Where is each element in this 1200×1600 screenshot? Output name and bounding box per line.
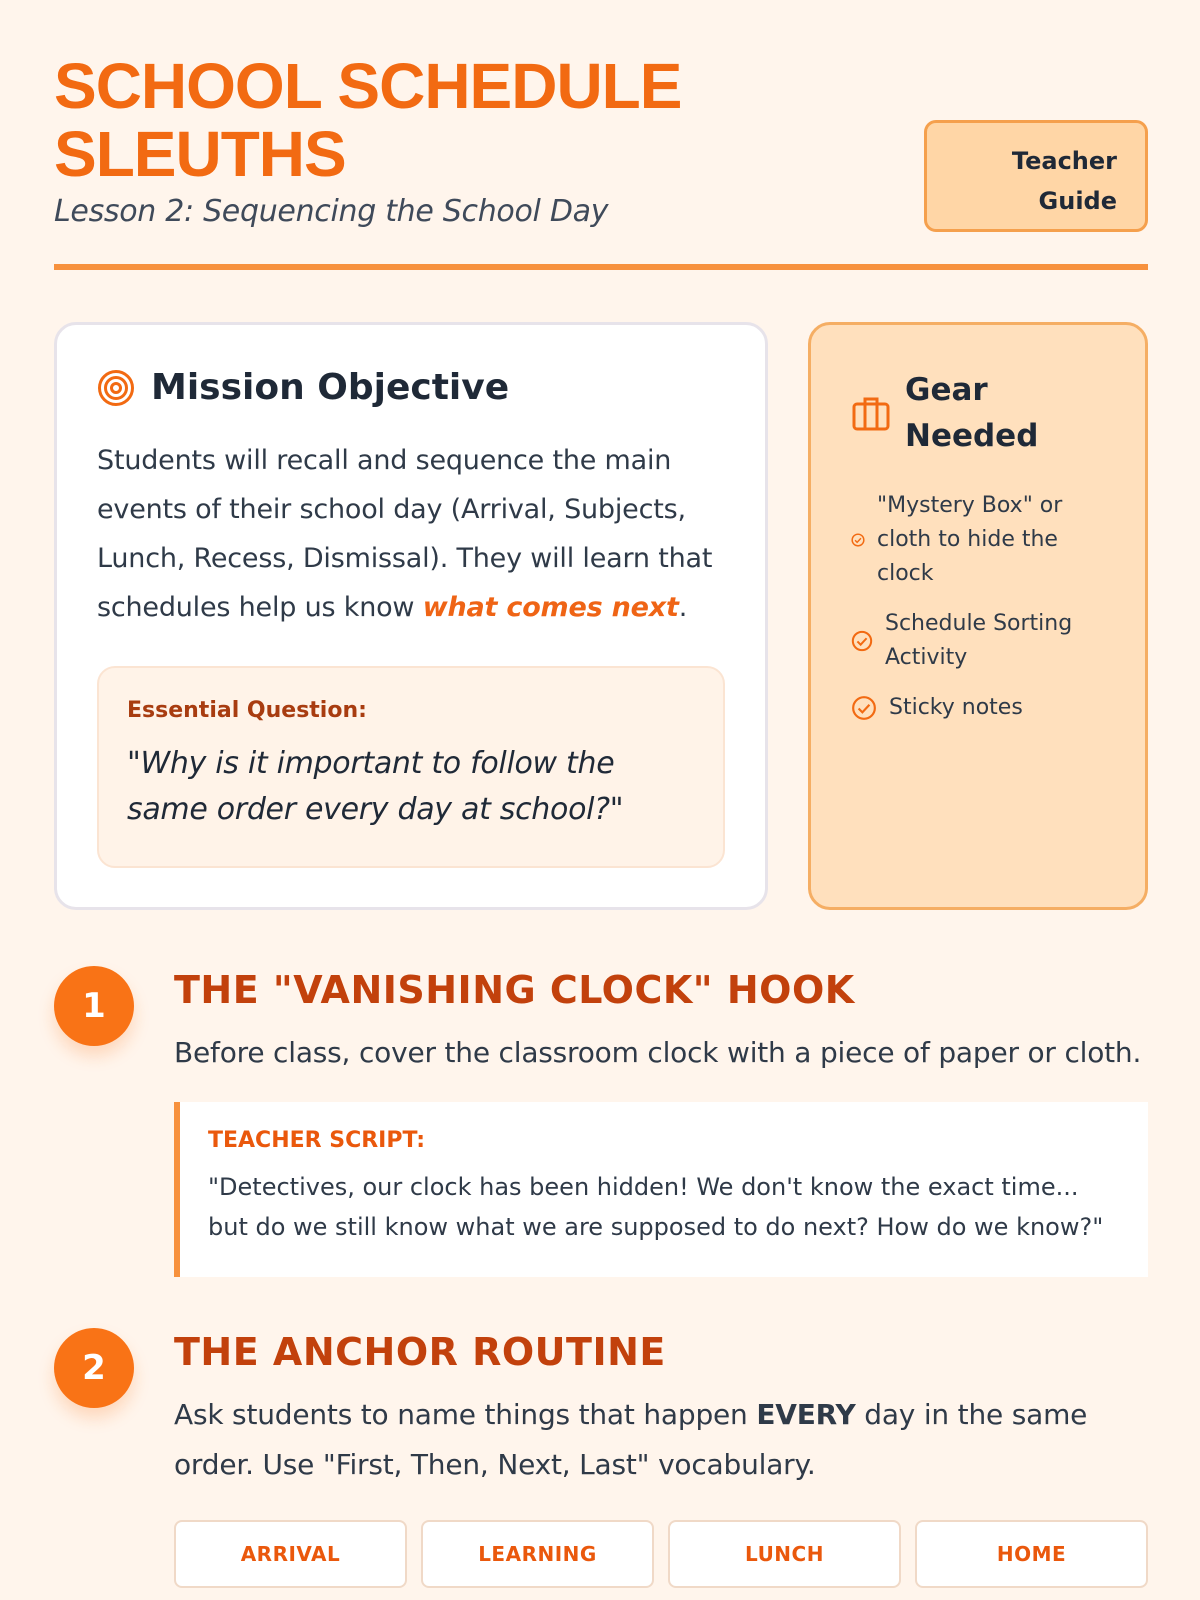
page-title: SCHOOL SCHEDULE SLEUTHS xyxy=(54,50,682,190)
gear-item-label: Schedule Sorting Activity xyxy=(885,611,1073,670)
essential-question-box xyxy=(97,666,725,868)
step-text-end: day in the same order. Use "First, Then, Next, Last" vocabulary. xyxy=(174,1398,1088,1481)
objective-text xyxy=(97,436,725,632)
gear-needed-card xyxy=(808,322,1148,910)
step-2 xyxy=(54,1328,1148,1600)
check-circle-icon xyxy=(851,630,873,652)
step-title: THE ANCHOR ROUTINE xyxy=(174,1330,666,1374)
step-number-badge: 2 xyxy=(54,1328,134,1408)
mission-objective-card xyxy=(54,322,768,910)
routine-card-learning[interactable]: LEARNING xyxy=(421,1520,654,1588)
gear-list xyxy=(851,489,1121,725)
essential-question-label: Essential Question: xyxy=(127,698,367,723)
lesson-subtitle: Lesson 2: Sequencing the School Day xyxy=(54,194,609,229)
routine-card-arrival[interactable]: ARRIVAL xyxy=(174,1520,407,1588)
teacher-script-box xyxy=(174,1102,1148,1277)
gear-item xyxy=(851,691,1121,725)
step-text-main: Ask students to name things that happen xyxy=(174,1398,757,1431)
essential-question-text: "Why is it important to follow the same order every day at school?" xyxy=(127,746,624,827)
briefcase-icon xyxy=(851,394,891,432)
teacher-script-text: "Detectives, our clock has been hidden! We don't know the exact time... but do we still know what we are supposed to do next? How do we know?" xyxy=(208,1173,1104,1241)
gear-item xyxy=(851,489,1121,591)
objective-text-end: . xyxy=(678,592,688,623)
teacher-guide-badge[interactable] xyxy=(924,120,1148,232)
gear-item xyxy=(851,607,1121,675)
routine-card-home[interactable]: HOME xyxy=(915,1520,1148,1588)
objective-emphasis: what comes next xyxy=(422,592,679,623)
step-1 xyxy=(54,966,1148,1288)
step-number-badge: 1 xyxy=(54,966,134,1046)
gear-needed-title: Gear Needed xyxy=(905,372,1039,454)
routine-row xyxy=(174,1520,1148,1588)
step-text-bold: EVERY xyxy=(756,1398,856,1431)
check-circle-icon xyxy=(851,695,877,721)
objective-text-main: Students will recall and sequence the main events of their school day (Arrival, Subjects, Lunch, Recess, Dismissal). They will learn that schedules help us know xyxy=(97,445,713,623)
routine-card-lunch[interactable]: LUNCH xyxy=(668,1520,901,1588)
target-icon xyxy=(97,369,135,407)
step-text xyxy=(174,1390,1148,1490)
step-title: THE "VANISHING CLOCK" HOOK xyxy=(174,968,855,1012)
check-circle-icon xyxy=(851,533,865,547)
gear-item-label: Sticky notes xyxy=(889,695,1023,720)
mission-objective-title: Mission Objective xyxy=(151,367,510,408)
step-text: Before class, cover the classroom clock with a piece of paper or cloth. xyxy=(174,1036,1142,1069)
teacher-script-label: TEACHER SCRIPT: xyxy=(208,1128,426,1153)
page-header xyxy=(54,52,1148,270)
gear-item-label: "Mystery Box" or cloth to hide the clock xyxy=(877,493,1063,586)
teacher-guide-label: Teacher Guide xyxy=(1011,147,1117,215)
